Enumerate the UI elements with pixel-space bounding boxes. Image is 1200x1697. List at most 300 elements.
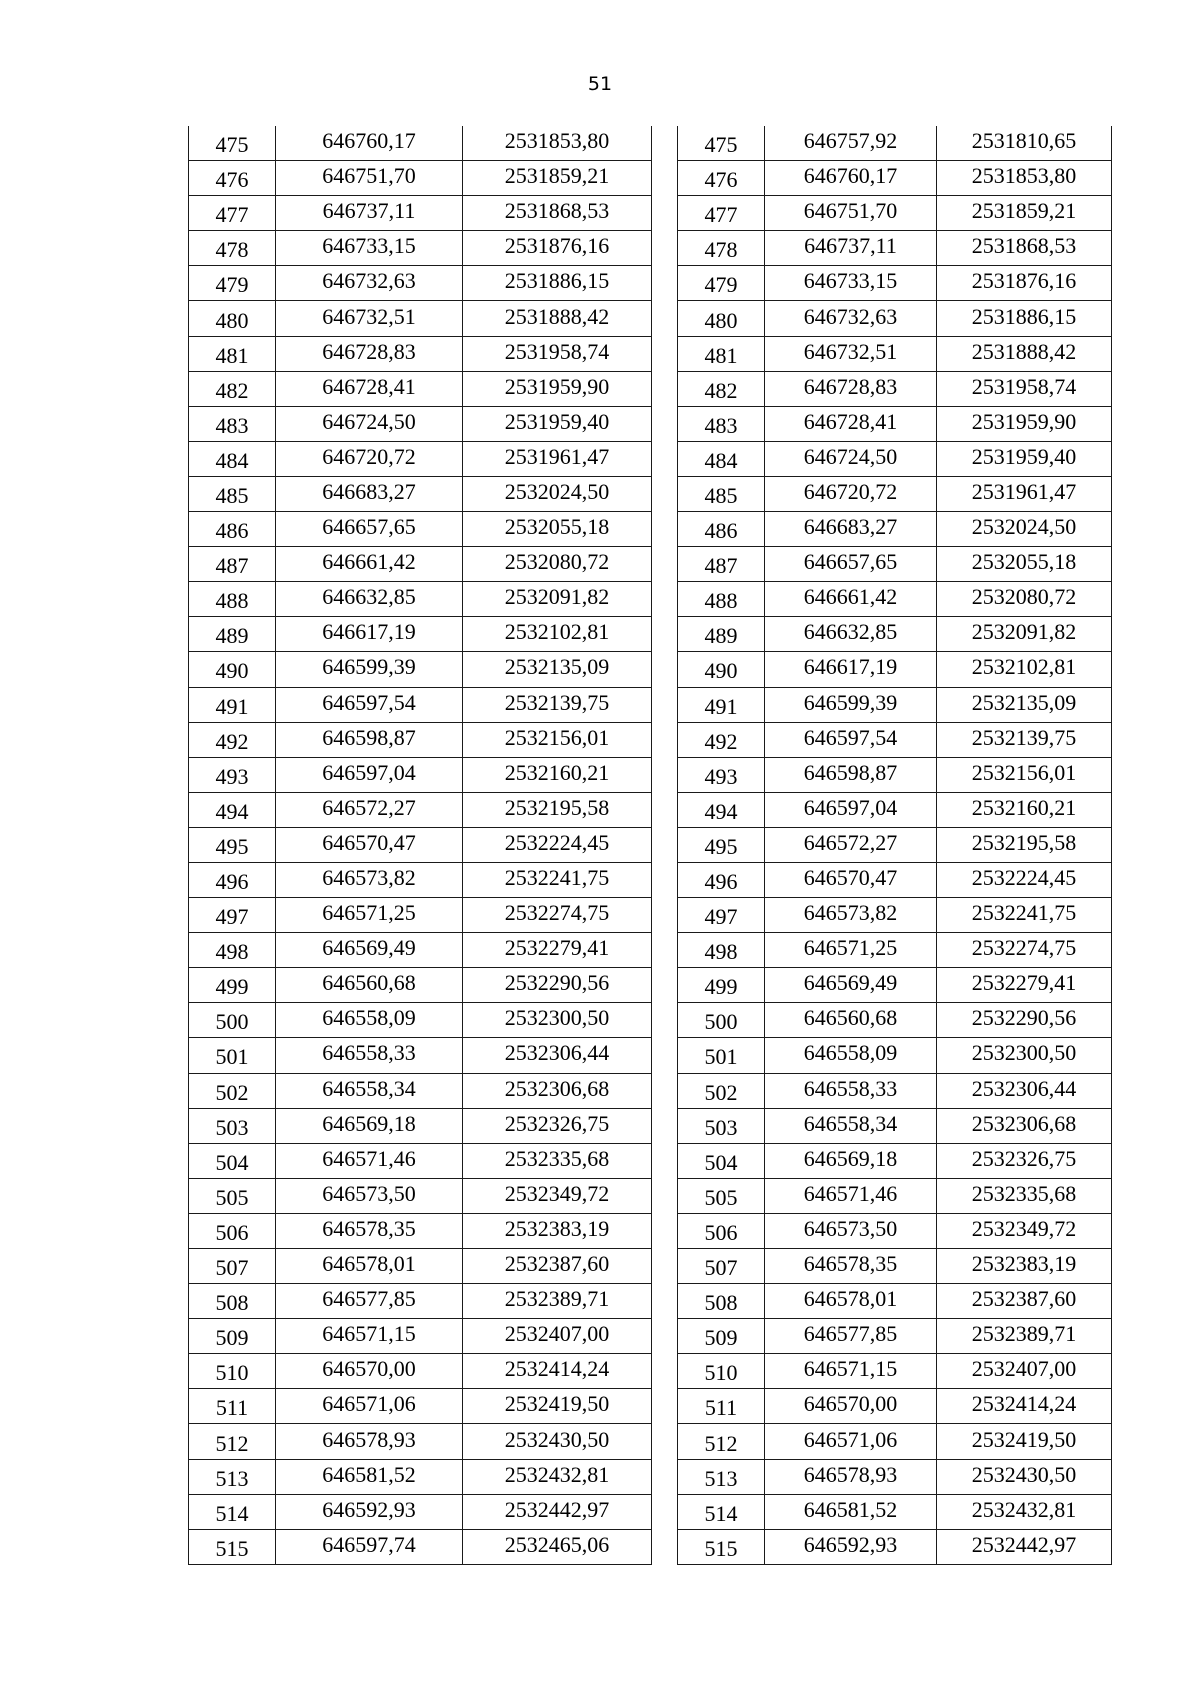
point-number-cell	[189, 652, 276, 687]
cell-text: 503	[215, 1114, 249, 1140]
cell-text: 487	[704, 553, 738, 579]
cell-text: 646597,04	[803, 794, 898, 820]
table-row	[189, 617, 652, 652]
cell-text: 2532224,45	[504, 829, 610, 855]
x-coordinate-cell	[765, 1108, 937, 1143]
cell-text: 501	[704, 1044, 738, 1070]
x-coordinate-cell	[276, 1108, 463, 1143]
cell-text: 646751,70	[803, 198, 898, 224]
cell-text: 507	[215, 1255, 249, 1281]
x-coordinate-cell	[765, 617, 937, 652]
y-coordinate-cell	[937, 652, 1112, 687]
cell-text: 646570,00	[803, 1391, 898, 1417]
table-row	[678, 1003, 1112, 1038]
table-row	[678, 441, 1112, 476]
cell-text: 2532279,41	[504, 935, 610, 961]
point-number-cell	[189, 266, 276, 301]
table-row	[678, 1354, 1112, 1389]
cell-text: 509	[704, 1325, 738, 1351]
cell-text: 505	[704, 1184, 738, 1210]
y-coordinate-cell	[937, 512, 1112, 547]
y-coordinate-cell	[937, 1003, 1112, 1038]
table-row	[678, 371, 1112, 406]
x-coordinate-cell	[276, 1494, 463, 1529]
y-coordinate-cell	[937, 406, 1112, 441]
table-row	[189, 1003, 652, 1038]
cell-text: 492	[215, 728, 249, 754]
cell-text: 499	[704, 974, 738, 1000]
y-coordinate-cell	[463, 1459, 652, 1494]
point-number-cell	[678, 1073, 765, 1108]
cell-text: 479	[704, 272, 738, 298]
cell-text: 507	[704, 1255, 738, 1281]
coordinates-table-right	[677, 126, 1112, 1565]
x-coordinate-cell	[765, 652, 937, 687]
cell-text: 646599,39	[322, 654, 416, 680]
table-row	[189, 1284, 652, 1319]
cell-text: 475	[704, 132, 738, 158]
point-number-cell	[678, 406, 765, 441]
y-coordinate-cell	[937, 1354, 1112, 1389]
point-number-cell	[189, 1143, 276, 1178]
table-row	[189, 1108, 652, 1143]
y-coordinate-cell	[463, 1073, 652, 1108]
cell-text: 2531868,53	[971, 233, 1077, 259]
y-coordinate-cell	[463, 1424, 652, 1459]
cell-text: 502	[215, 1079, 249, 1105]
cell-text: 646632,85	[803, 619, 898, 645]
cell-text: 646732,51	[803, 338, 898, 364]
cell-text: 646732,51	[322, 303, 416, 329]
y-coordinate-cell	[463, 547, 652, 582]
point-number-cell	[678, 933, 765, 968]
point-number-cell	[189, 1073, 276, 1108]
cell-text: 2532055,18	[504, 514, 610, 540]
y-coordinate-cell	[463, 371, 652, 406]
cell-text: 2532156,01	[971, 759, 1077, 785]
cell-text: 477	[704, 202, 738, 228]
y-coordinate-cell	[463, 617, 652, 652]
y-coordinate-cell	[463, 231, 652, 266]
y-coordinate-cell	[937, 1529, 1112, 1564]
cell-text: 478	[215, 237, 249, 263]
cell-text: 504	[704, 1149, 738, 1175]
cell-text: 512	[704, 1430, 738, 1456]
y-coordinate-cell	[937, 1424, 1112, 1459]
cell-text: 2532224,45	[971, 865, 1077, 891]
cell-text: 646558,09	[322, 1005, 416, 1031]
y-coordinate-cell	[937, 1213, 1112, 1248]
x-coordinate-cell	[765, 1389, 937, 1424]
point-number-cell	[678, 1038, 765, 1073]
cell-text: 490	[215, 658, 249, 684]
point-number-cell	[189, 371, 276, 406]
x-coordinate-cell	[276, 617, 463, 652]
cell-text: 2532326,75	[504, 1110, 610, 1136]
cell-text: 2532080,72	[504, 549, 610, 575]
cell-text: 646571,15	[322, 1321, 416, 1347]
table-row	[189, 547, 652, 582]
y-coordinate-cell	[463, 827, 652, 862]
cell-text: 489	[704, 623, 738, 649]
point-number-cell	[678, 371, 765, 406]
cell-text: 646657,65	[803, 549, 898, 575]
table-row	[189, 933, 652, 968]
point-number-cell	[189, 547, 276, 582]
cell-text: 484	[215, 447, 249, 473]
point-number-cell	[189, 1038, 276, 1073]
cell-text: 503	[704, 1114, 738, 1140]
table-row	[678, 722, 1112, 757]
table-row	[189, 862, 652, 897]
table-row	[678, 1319, 1112, 1354]
cell-text: 514	[704, 1500, 738, 1526]
x-coordinate-cell	[276, 406, 463, 441]
point-number-cell	[678, 827, 765, 862]
y-coordinate-cell	[937, 161, 1112, 196]
cell-text: 492	[704, 728, 738, 754]
y-coordinate-cell	[937, 231, 1112, 266]
cell-text: 646573,82	[803, 900, 898, 926]
x-coordinate-cell	[765, 547, 937, 582]
cell-text: 2532102,81	[971, 654, 1077, 680]
cell-text: 646560,68	[803, 1005, 898, 1031]
cell-text: 2532383,19	[504, 1215, 610, 1241]
y-coordinate-cell	[463, 1003, 652, 1038]
x-coordinate-cell	[276, 126, 463, 161]
cell-text: 2531958,74	[504, 338, 610, 364]
cell-text: 2532419,50	[504, 1391, 610, 1417]
cell-text: 2532389,71	[971, 1321, 1077, 1347]
table-row	[189, 512, 652, 547]
point-number-cell	[189, 126, 276, 161]
y-coordinate-cell	[937, 862, 1112, 897]
x-coordinate-cell	[765, 1178, 937, 1213]
point-number-cell	[189, 406, 276, 441]
y-coordinate-cell	[463, 126, 652, 161]
cell-text: 646571,46	[322, 1145, 416, 1171]
y-coordinate-cell	[463, 1213, 652, 1248]
table-row	[189, 1178, 652, 1213]
x-coordinate-cell	[276, 196, 463, 231]
cell-text: 495	[704, 833, 738, 859]
cell-text: 494	[704, 798, 738, 824]
y-coordinate-cell	[937, 1284, 1112, 1319]
table-row	[189, 1143, 652, 1178]
x-coordinate-cell	[765, 1529, 937, 1564]
table-row	[678, 968, 1112, 1003]
x-coordinate-cell	[765, 336, 937, 371]
y-coordinate-cell	[937, 827, 1112, 862]
y-coordinate-cell	[937, 582, 1112, 617]
cell-text: 504	[215, 1149, 249, 1175]
table-row	[678, 1038, 1112, 1073]
cell-text: 646573,50	[322, 1180, 416, 1206]
cell-text: 2532383,19	[971, 1251, 1077, 1277]
table-row	[678, 336, 1112, 371]
point-number-cell	[678, 1389, 765, 1424]
cell-text: 646597,04	[322, 759, 416, 785]
cell-text: 646751,70	[322, 163, 416, 189]
point-number-cell	[189, 792, 276, 827]
table-row	[678, 476, 1112, 511]
cell-text: 646569,49	[322, 935, 416, 961]
cell-text: 646728,41	[322, 373, 416, 399]
table-row	[678, 617, 1112, 652]
x-coordinate-cell	[276, 652, 463, 687]
cell-text: 2532407,00	[971, 1356, 1077, 1382]
x-coordinate-cell	[765, 1143, 937, 1178]
cell-text: 646570,47	[803, 865, 898, 891]
cell-text: 646577,85	[803, 1321, 898, 1347]
point-number-cell	[189, 1459, 276, 1494]
cell-text: 2532195,58	[971, 829, 1077, 855]
cell-text: 646661,42	[803, 584, 898, 610]
cell-text: 2531958,74	[971, 373, 1077, 399]
point-number-cell	[678, 126, 765, 161]
cell-text: 2532306,68	[971, 1110, 1077, 1136]
x-coordinate-cell	[765, 371, 937, 406]
point-number-cell	[678, 757, 765, 792]
cell-text: 493	[215, 763, 249, 789]
cell-text: 646558,33	[803, 1075, 898, 1101]
table-row	[678, 1389, 1112, 1424]
y-coordinate-cell	[463, 1389, 652, 1424]
point-number-cell	[678, 862, 765, 897]
cell-text: 510	[215, 1360, 249, 1386]
table-row	[678, 1459, 1112, 1494]
cell-text: 2532139,75	[504, 689, 610, 715]
cell-text: 646599,39	[803, 689, 898, 715]
y-coordinate-cell	[937, 266, 1112, 301]
x-coordinate-cell	[765, 126, 937, 161]
table-row	[678, 406, 1112, 441]
x-coordinate-cell	[765, 1284, 937, 1319]
cell-text: 2532306,68	[504, 1075, 610, 1101]
point-number-cell	[678, 968, 765, 1003]
cell-text: 2531868,53	[504, 198, 610, 224]
cell-text: 646558,09	[803, 1040, 898, 1066]
table-row	[189, 582, 652, 617]
cell-text: 2532274,75	[971, 935, 1077, 961]
table-row	[189, 757, 652, 792]
y-coordinate-cell	[463, 792, 652, 827]
cell-text: 488	[215, 588, 249, 614]
table-row	[189, 1389, 652, 1424]
x-coordinate-cell	[276, 1038, 463, 1073]
x-coordinate-cell	[765, 968, 937, 1003]
point-number-cell	[189, 1389, 276, 1424]
cell-text: 646592,93	[322, 1496, 416, 1522]
cell-text: 506	[215, 1219, 249, 1245]
y-coordinate-cell	[937, 617, 1112, 652]
cell-text: 646632,85	[322, 584, 416, 610]
y-coordinate-cell	[463, 1143, 652, 1178]
table-row	[189, 652, 652, 687]
cell-text: 646572,27	[322, 794, 416, 820]
x-coordinate-cell	[765, 722, 937, 757]
table-row	[678, 1143, 1112, 1178]
cell-text: 2532135,09	[504, 654, 610, 680]
cell-text: 508	[215, 1290, 249, 1316]
cell-text: 646683,27	[803, 514, 898, 540]
cell-text: 502	[704, 1079, 738, 1105]
x-coordinate-cell	[276, 231, 463, 266]
x-coordinate-cell	[765, 1003, 937, 1038]
x-coordinate-cell	[765, 1424, 937, 1459]
point-number-cell	[678, 1284, 765, 1319]
cell-text: 2532326,75	[971, 1145, 1077, 1171]
table-row	[678, 1424, 1112, 1459]
y-coordinate-cell	[463, 757, 652, 792]
table-row	[189, 196, 652, 231]
cell-text: 2531959,90	[504, 373, 610, 399]
cell-text: 646569,18	[803, 1145, 898, 1171]
point-number-cell	[678, 266, 765, 301]
cell-text: 501	[215, 1044, 249, 1070]
cell-text: 646558,33	[322, 1040, 416, 1066]
y-coordinate-cell	[463, 266, 652, 301]
cell-text: 646573,82	[322, 865, 416, 891]
cell-text: 646661,42	[322, 549, 416, 575]
table-row	[678, 126, 1112, 161]
cell-text: 646577,85	[322, 1286, 416, 1312]
point-number-cell	[189, 582, 276, 617]
cell-text: 496	[215, 869, 249, 895]
cell-text: 646578,35	[803, 1251, 898, 1277]
cell-text: 646732,63	[803, 303, 898, 329]
point-number-cell	[189, 1529, 276, 1564]
y-coordinate-cell	[463, 1249, 652, 1284]
x-coordinate-cell	[276, 757, 463, 792]
point-number-cell	[678, 722, 765, 757]
cell-text: 2531888,42	[971, 338, 1077, 364]
point-number-cell	[189, 1424, 276, 1459]
point-number-cell	[189, 441, 276, 476]
cell-text: 2532387,60	[504, 1251, 610, 1277]
y-coordinate-cell	[937, 1143, 1112, 1178]
x-coordinate-cell	[276, 547, 463, 582]
table-row	[678, 1108, 1112, 1143]
cell-text: 494	[215, 798, 249, 824]
cell-text: 2532160,21	[971, 794, 1077, 820]
cell-text: 646569,49	[803, 970, 898, 996]
table-row	[678, 196, 1112, 231]
cell-text: 484	[704, 447, 738, 473]
x-coordinate-cell	[765, 862, 937, 897]
cell-text: 646570,00	[322, 1356, 416, 1382]
x-coordinate-cell	[765, 441, 937, 476]
y-coordinate-cell	[937, 476, 1112, 511]
cell-text: 646578,35	[322, 1215, 416, 1241]
y-coordinate-cell	[937, 441, 1112, 476]
cell-text: 646760,17	[803, 163, 898, 189]
y-coordinate-cell	[937, 722, 1112, 757]
table-row	[678, 1073, 1112, 1108]
x-coordinate-cell	[276, 371, 463, 406]
y-coordinate-cell	[937, 1108, 1112, 1143]
cell-text: 486	[704, 518, 738, 544]
x-coordinate-cell	[765, 827, 937, 862]
table-row	[189, 231, 652, 266]
cell-text: 2531853,80	[504, 128, 610, 154]
point-number-cell	[678, 898, 765, 933]
x-coordinate-cell	[765, 231, 937, 266]
cell-text: 2531859,21	[504, 163, 610, 189]
table-row	[678, 1529, 1112, 1564]
cell-text: 2532306,44	[504, 1040, 610, 1066]
table-row	[189, 301, 652, 336]
x-coordinate-cell	[276, 582, 463, 617]
cell-text: 491	[215, 693, 249, 719]
table-row	[678, 161, 1112, 196]
point-number-cell	[189, 336, 276, 371]
x-coordinate-cell	[765, 687, 937, 722]
x-coordinate-cell	[765, 476, 937, 511]
x-coordinate-cell	[276, 1073, 463, 1108]
cell-text: 2532091,82	[504, 584, 610, 610]
cell-text: 500	[215, 1009, 249, 1035]
cell-text: 646760,17	[322, 128, 416, 154]
cell-text: 2532300,50	[504, 1005, 610, 1031]
cell-text: 646597,54	[803, 724, 898, 750]
y-coordinate-cell	[463, 336, 652, 371]
x-coordinate-cell	[765, 792, 937, 827]
cell-text: 2532407,00	[504, 1321, 610, 1347]
y-coordinate-cell	[937, 757, 1112, 792]
x-coordinate-cell	[276, 441, 463, 476]
cell-text: 482	[215, 377, 249, 403]
cell-text: 646617,19	[803, 654, 898, 680]
cell-text: 646733,15	[322, 233, 416, 259]
cell-text: 646571,25	[322, 900, 416, 926]
cell-text: 505	[215, 1184, 249, 1210]
x-coordinate-cell	[276, 476, 463, 511]
x-coordinate-cell	[765, 1354, 937, 1389]
cell-text: 2531959,90	[971, 408, 1077, 434]
cell-text: 482	[704, 377, 738, 403]
x-coordinate-cell	[765, 512, 937, 547]
cell-text: 2532306,44	[971, 1075, 1077, 1101]
table-row	[678, 1284, 1112, 1319]
cell-text: 2532335,68	[971, 1180, 1077, 1206]
cell-text: 476	[704, 167, 738, 193]
point-number-cell	[678, 1424, 765, 1459]
cell-text: 646617,19	[322, 619, 416, 645]
table-row	[678, 1494, 1112, 1529]
y-coordinate-cell	[463, 933, 652, 968]
y-coordinate-cell	[463, 862, 652, 897]
y-coordinate-cell	[463, 582, 652, 617]
cell-text: 500	[704, 1009, 738, 1035]
point-number-cell	[189, 722, 276, 757]
cell-text: 477	[215, 202, 249, 228]
y-coordinate-cell	[937, 301, 1112, 336]
point-number-cell	[189, 512, 276, 547]
cell-text: 2532024,50	[971, 514, 1077, 540]
cell-text: 485	[215, 482, 249, 508]
point-number-cell	[678, 336, 765, 371]
table-row	[189, 161, 652, 196]
point-number-cell	[678, 476, 765, 511]
cell-text: 513	[215, 1465, 249, 1491]
cell-text: 2531961,47	[971, 478, 1077, 504]
cell-text: 646720,72	[803, 478, 898, 504]
x-coordinate-cell	[765, 266, 937, 301]
x-coordinate-cell	[276, 1459, 463, 1494]
point-number-cell	[189, 161, 276, 196]
cell-text: 481	[704, 342, 738, 368]
